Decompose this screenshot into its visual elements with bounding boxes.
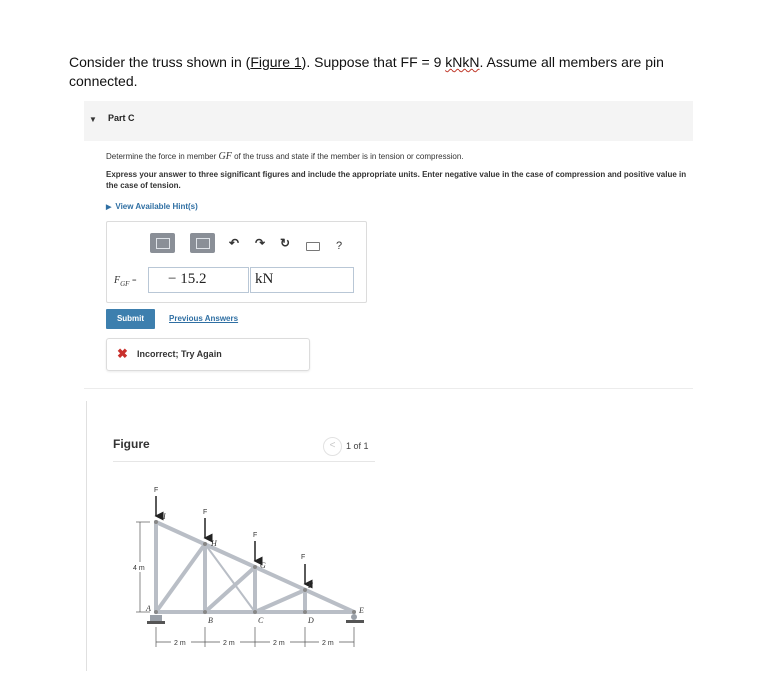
span-label-3: 2 m (273, 640, 285, 647)
load-label-2: F (203, 509, 208, 516)
joint-i (154, 520, 158, 524)
question-suffix: of the truss and state if the member is in tension or compression. (231, 152, 464, 161)
joint-a (154, 610, 158, 614)
intro-text-end: . Assume all members are pin connected. (69, 54, 664, 89)
figure-link[interactable]: Figure 1 (250, 54, 302, 70)
hint-caret-icon: ▶ (106, 204, 112, 211)
joint-g (253, 565, 257, 569)
equals-sign: = (131, 276, 137, 285)
joint-label-c: C (258, 616, 264, 625)
member-cf (255, 590, 305, 612)
applied-loads (156, 496, 305, 584)
load-label-1: F (154, 487, 159, 494)
figure-counter: 1 of 1 (346, 441, 369, 451)
joint-c (253, 610, 257, 614)
figure-border (86, 401, 87, 671)
hint-label: View Available Hint(s) (115, 202, 198, 211)
units-icon (196, 238, 210, 249)
figure-rule (113, 461, 375, 462)
load-label-4: F (301, 554, 306, 561)
problem-statement (69, 53, 709, 91)
var-main: F (114, 275, 121, 286)
joint-label-e: E (359, 606, 364, 615)
member-bg (205, 567, 255, 612)
figure-prev-button[interactable]: < (323, 437, 342, 456)
ground-right (346, 620, 364, 623)
question-prefix: Determine the force in member (106, 152, 219, 161)
joint-label-i: I (163, 512, 166, 521)
unit-input[interactable]: kN (250, 267, 354, 293)
part-header[interactable] (84, 101, 693, 141)
joint-label-a: A (146, 604, 151, 613)
answer-instructions: Express your answer to three significant figures and include the appropriate units. Enter negative value in the case of compression and positive value in the case of tension. (106, 170, 687, 190)
load-label-3: F (253, 532, 258, 539)
collapse-caret-icon[interactable]: ▼ (89, 115, 97, 124)
member-ah (156, 544, 205, 612)
pin-support (150, 615, 162, 621)
span-label-1: 2 m (174, 640, 186, 647)
help-icon[interactable]: ? (336, 240, 343, 252)
flagged-units: kNkN (445, 54, 480, 70)
var-subscript: GF (120, 280, 130, 288)
value-input[interactable]: − 15.2 (148, 267, 249, 293)
question-text (106, 151, 464, 162)
section-divider (84, 388, 693, 389)
joint-f (303, 588, 307, 592)
intro-text: Consider the truss shown in ( (69, 54, 251, 70)
figure-title: Figure (113, 437, 150, 451)
joint-label-g: G (260, 561, 266, 570)
feedback-box (106, 338, 310, 371)
redo-icon[interactable]: ↷ (255, 236, 266, 250)
template-icon (156, 238, 170, 249)
joint-label-d: D (308, 616, 314, 625)
undo-icon[interactable]: ↶ (229, 236, 240, 250)
joint-b (203, 610, 207, 614)
joint-e (352, 610, 356, 614)
height-label: 4 m (133, 565, 145, 572)
ground-left (147, 621, 165, 624)
roller-support (351, 614, 357, 620)
span-label-2: 2 m (223, 640, 235, 647)
previous-answers-link[interactable]: Previous Answers (169, 314, 239, 323)
submit-button[interactable]: Submit (106, 309, 155, 329)
joint-h (203, 542, 207, 546)
joint-d (303, 610, 307, 614)
intro-text-middle: ). Suppose that FF = 9 (301, 54, 446, 70)
error-icon: ✖ (117, 346, 128, 361)
joint-label-f: F (308, 581, 313, 590)
keyboard-icon[interactable] (306, 242, 320, 251)
part-title: Part C (108, 113, 135, 123)
reset-icon[interactable]: ↻ (280, 236, 291, 250)
view-hints-link[interactable] (106, 202, 198, 211)
joint-label-b: B (208, 616, 213, 625)
truss-diagram (110, 480, 380, 670)
templates-button[interactable] (150, 233, 175, 253)
joint-label-h: H (211, 539, 217, 548)
span-label-4: 2 m (322, 640, 334, 647)
member-name: GF (218, 151, 232, 162)
units-button[interactable] (190, 233, 215, 253)
feedback-message: Incorrect; Try Again (137, 349, 222, 359)
answer-variable-label (114, 275, 136, 288)
